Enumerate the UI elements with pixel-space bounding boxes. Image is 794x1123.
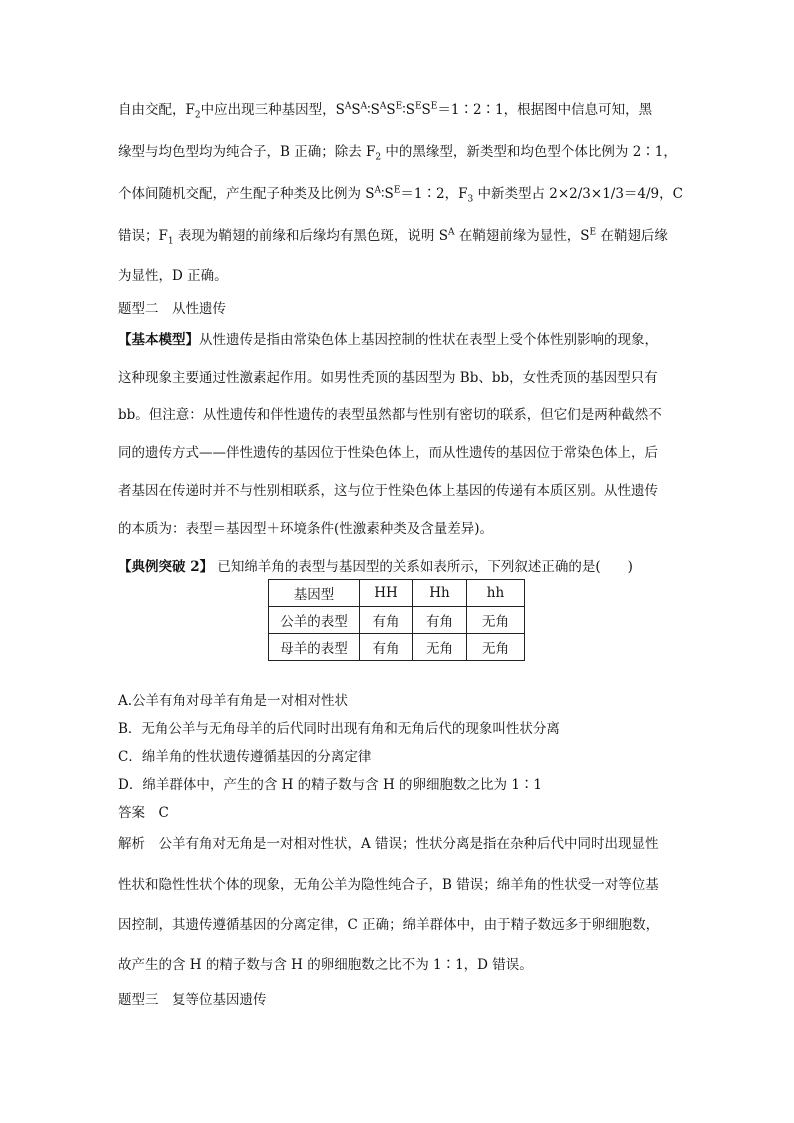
table-cell: 无角: [467, 634, 525, 661]
text-line: 缘型与均色型均为纯合子，B 正确；除去 $F_2$ 中的黑缘型，新类型和均色型个体比例为 2∶1，: [118, 144, 677, 163]
text-line: 解析 公羊有角对无角是一对相对性状，A 错误；性状分离是指在杂种后代中同时出现显性: [118, 836, 659, 852]
genotype-phenotype-table: [268, 579, 525, 661]
example-label: 【典例突破 2】: [118, 559, 214, 575]
text-line: 者基因在传递时并不与性别相联系，这与位于性染色体上基因的传递有本质区别。从性遗传: [118, 483, 658, 499]
text-line: 同的遗传方式——伴性遗传的基因位于性染色体上，而从性遗传的基因位于常染色体上，后: [118, 445, 658, 461]
section-heading-2: 题型二 从性遗传: [118, 301, 226, 317]
text-line: 个体间随机交配，产生配子种类及比例为 $S^A∶S^E=1∶2$，$F_3$ 中新类型占 2×2/3×1/3＝4/9，C: [118, 185, 683, 205]
table-cell: 有角: [413, 607, 467, 634]
answer-text: 答案 C: [118, 805, 169, 821]
table-header-row: [269, 580, 525, 607]
text-line: 故产生的含 H 的精子数与含 H 的卵细胞数之比不为 1∶1，D 错误。: [118, 957, 533, 973]
text-line: 为显性，D 正确。: [118, 268, 228, 284]
table-cell: 母羊的表型: [269, 634, 360, 661]
table-cell: HH: [360, 580, 413, 607]
table-cell: 有角: [360, 634, 413, 661]
example-question: 【典例突破 2】 已知绵羊角的表型与基因型的关系如表所示，下列叙述正确的是( ): [118, 559, 633, 575]
table-cell: Hh: [413, 580, 467, 607]
option-c: C．绵羊角的性状遗传遵循基因的分离定律: [118, 749, 372, 765]
option-a: A.公羊有角对母羊有角是一对相对性状: [118, 693, 349, 709]
table-cell: 公羊的表型: [269, 607, 360, 634]
table-row: [269, 607, 525, 634]
table-cell: 无角: [413, 634, 467, 661]
text-line: 这种现象主要通过性激素起作用。如男性秃顶的基因型为 Bb、bb，女性秃顶的基因型只有: [118, 370, 658, 386]
basic-model-label: 【基本模型】: [118, 332, 199, 348]
text-line: 错误；$F_1$ 表现为鞘翅的前缘和后缘均有黑色斑，说明 $S^A$ 在鞘翅前缘为显性，$S^E$ 在鞘翅后缘: [118, 227, 668, 247]
text-line: bb。但注意：从性遗传和伴性遗传的表型虽然都与性别有密切的联系，但它们是两种截然不: [118, 407, 662, 423]
text-line: 的本质为：表型＝基因型＋环境条件(性激素种类及含量差异)。: [118, 521, 494, 537]
text-line: 自由交配，$F_2$中应出现三种基因型，$S^AS^A∶S^AS^E∶S^ES^E=1∶2∶1$，根据图中信息可知，黑: [118, 101, 653, 121]
table-cell: 基因型: [269, 580, 360, 607]
table-cell: 无角: [467, 607, 525, 634]
table-row: [269, 634, 525, 661]
text-line: 性状和隐性性状个体的现象，无角公羊为隐性纯合子，B 错误；绵羊角的性状受一对等位基: [118, 877, 659, 893]
table-cell: hh: [467, 580, 525, 607]
table-cell: 有角: [360, 607, 413, 634]
option-d: D．绵羊群体中，产生的含 H 的精子数与含 H 的卵细胞数之比为 1∶1: [118, 777, 543, 793]
option-b: B．无角公羊与无角母羊的后代同时出现有角和无角后代的现象叫性状分离: [118, 721, 560, 737]
section-heading-3: 题型三 复等位基因遗传: [118, 992, 267, 1008]
text-line: 因控制，其遗传遵循基因的分离定律，C 正确；绵羊群体中，由于精子数远多于卵细胞数，: [118, 917, 660, 933]
text-line: 【基本模型】从性遗传是指由常染色体上基因控制的性状在表型上受个体性别影响的现象，: [118, 332, 658, 348]
